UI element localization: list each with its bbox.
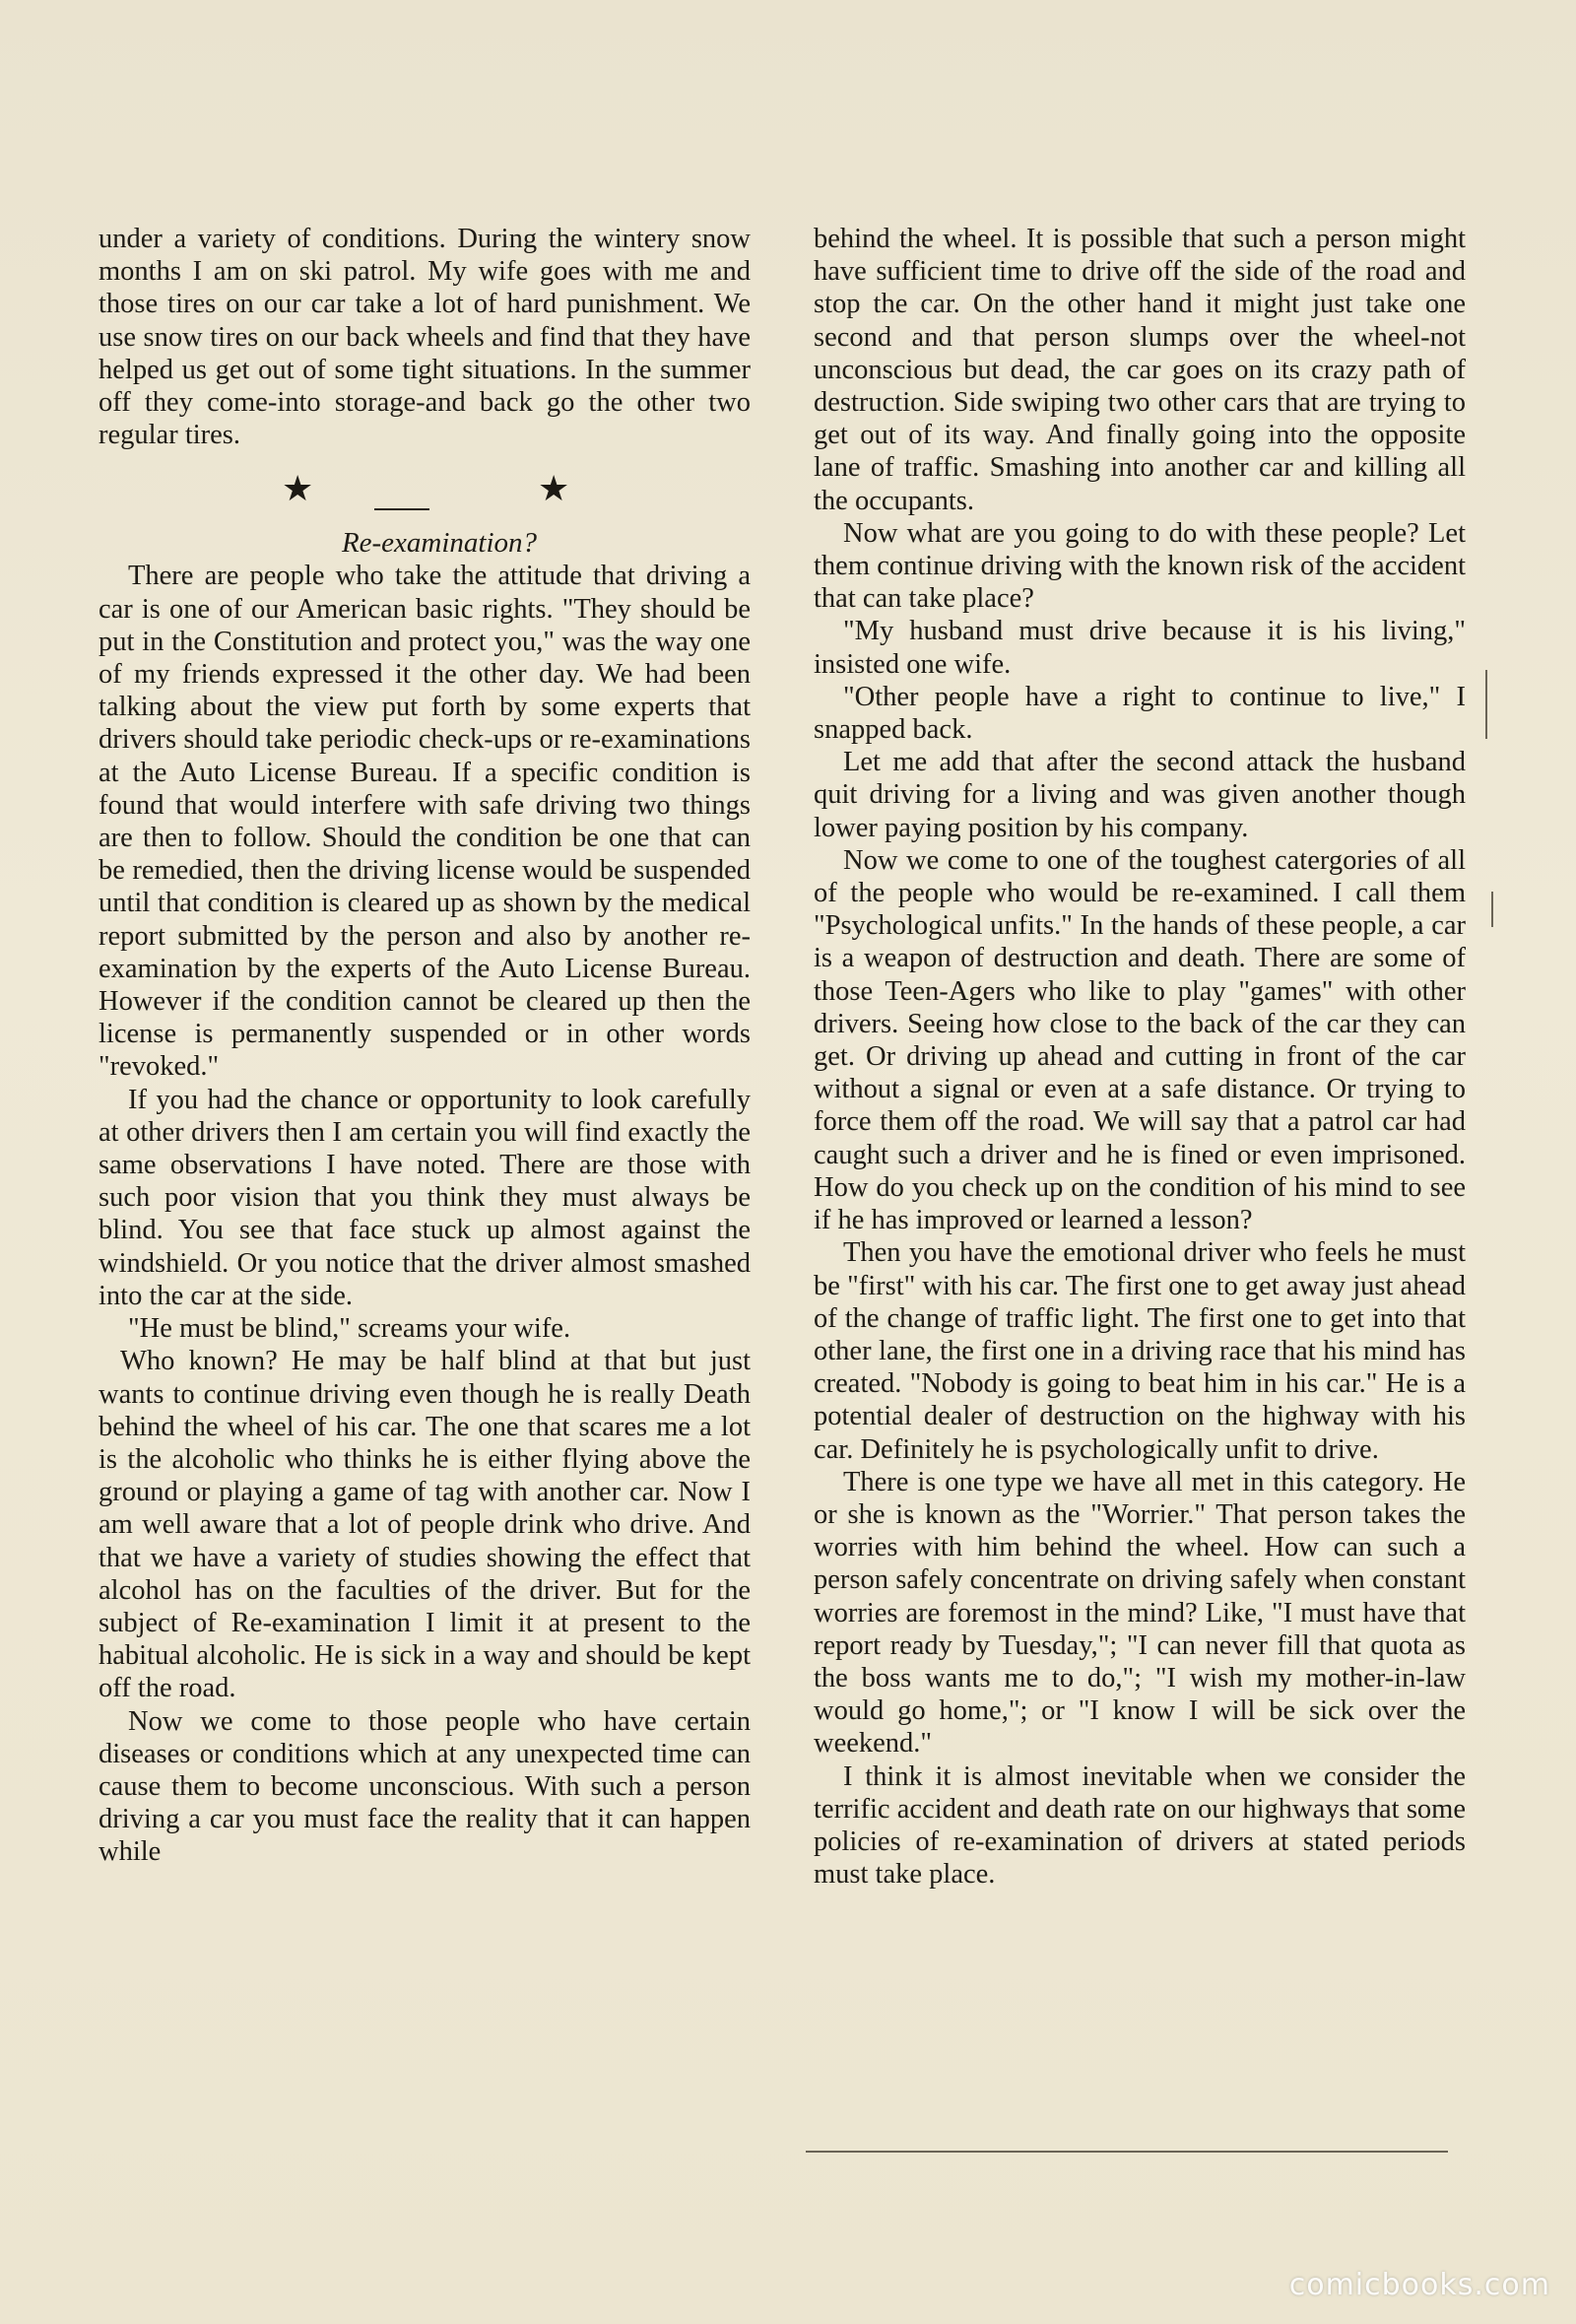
paragraph: I think it is almost inevitable when we consider the terrific accident and death rate on our highways that some policies of re-examination of drivers at stated periods must take place. [814, 1760, 1466, 1891]
section-divider [98, 465, 751, 526]
paragraph: There is one type we have all met in this category. He or she is known as the "Worrier." That person takes the worries with him behind the wheel. How can such a person safely concentrate on driving safely when constant worries are foremost in the mind? Like, "I must have that report ready by Tuesday,"; "I can never fill that quota as the boss wants me to do,"; "I wish my mother-in-law would go home,"; or "I know I will be sick over the weekend." [814, 1466, 1466, 1760]
paragraph: "Other people have a right to continue to live," I snapped back. [814, 681, 1466, 746]
paragraph: Then you have the emotional driver who feels he must be "first" with his car. The first one to get away just ahead of the change of traffic light. The first one to get into that other lane, the first one in a driving race that his mind has created. "Nobody is going to beat him in his car." He is a potential dealer of destruction on the highway with his car. Definitely he is psychologically unfit to drive. [814, 1237, 1466, 1465]
paragraph: There are people who take the attitude that driving a car is one of our American basic rights. "They should be put in the Constitution and protect you," was the way one of my friends expressed it the other day. We had been talking about the view put forth by some experts that drivers should take periodic check-ups or re-examinations at the Auto License Bureau. If a specific condition is found that would interfere with safe driving two things are then to follow. Should the condition be one that can be remedied, then the driving license would be suspended until that condition is cleared up as shown by the medical report submitted by the person and also by another re-examination by the experts of the Auto License Bureau. However if the condition cannot be cleared up then the license is permanently suspended or in other words "revoked." [98, 561, 751, 1083]
watermark: comicbooks.com [1288, 2268, 1550, 2302]
paragraph: Who known? He may be half blind at that but just wants to continue driving even though he is really Death behind the wheel of his car. The one that scares me a lot is the alcoholic who thinks he is either flying above the ground or playing a game of tag with another car. Now I am well aware that a lot of people drink who drive. And that we have a variety of studies showing the effect that alcohol has on the faculties of the driver. But for the subject of Re-examination I limit it at present to the habitual alcoholic. He is sick in a way and should be kept off the road. [98, 1346, 751, 1704]
section-heading: Re-examination? [341, 527, 538, 560]
margin-mark [1485, 670, 1487, 739]
paragraph: Let me add that after the second attack the husband quit driving for a living and was given another though lower paying position by his company. [814, 747, 1466, 843]
paragraph: under a variety of conditions. During the wintery snow months I am on ski patrol. My wife goes with me and those tires on our car take a lot of hard punishment. We use snow tires on our back wheels and find that they have helped us get out of some tight situations. In the summer off they come-into storage-and back go the other two regular tires. [98, 224, 751, 451]
paragraph: "My husband must drive because it is his living," insisted one wife. [814, 616, 1466, 680]
paragraph: Now what are you going to do with these people? Let them continue driving with the known risk of the accident that can take place? [814, 517, 1466, 615]
paragraph: "He must be blind," screams your wife. [128, 1313, 571, 1345]
column-end-rule [806, 2151, 1448, 2153]
divider-rule [374, 508, 429, 510]
star-icon: ★ [282, 469, 314, 509]
margin-mark [1491, 892, 1493, 927]
paragraph: Now we come to one of the toughest catergories of all of the people who would be re-examined. I call them "Psychological unfits." In the hands of these people, a car is a weapon of destruction and death. There are some of those Teen-Agers who like to play "games" with other drivers. Seeing how close to the back of the car they can get. Or driving up ahead and cutting in front of the car without a signal or even at a safe distance. Or trying to force them off the road. We will say that a patrol car had caught such a driver and he is fined or even imprisoned. How do you check up on the condition of his mind to see if he has improved or learned a lesson? [814, 844, 1466, 1236]
paragraph: Now we come to those people who have certain diseases or conditions which at any unexpected time can cause them to become unconscious. With such a person driving a car you must face the reality that it can happen while [98, 1705, 751, 1868]
right-column [814, 223, 1466, 1891]
paragraph: behind the wheel. It is possible that such a person might have sufficient time to drive off the side of the road and stop the car. On the other hand it might just take one second and that person slumps over the wheel-not unconscious but dead, the car goes on its crazy path of destruction. Side swiping two other cars that are trying to get out of its way. And finally going into the opposite lane of traffic. Smashing into another car and killing all the occupants. [814, 224, 1466, 516]
left-column [98, 223, 751, 1869]
paragraph: If you had the chance or opportunity to look carefully at other drivers then I am certain you will find exactly the same observations I have noted. There are those with such poor vision that you think they must always be blind. You see that face stuck up almost against the windshield. Or you notice that the driver almost smashed into the car at the side. [98, 1084, 751, 1311]
star-icon: ★ [538, 469, 570, 509]
